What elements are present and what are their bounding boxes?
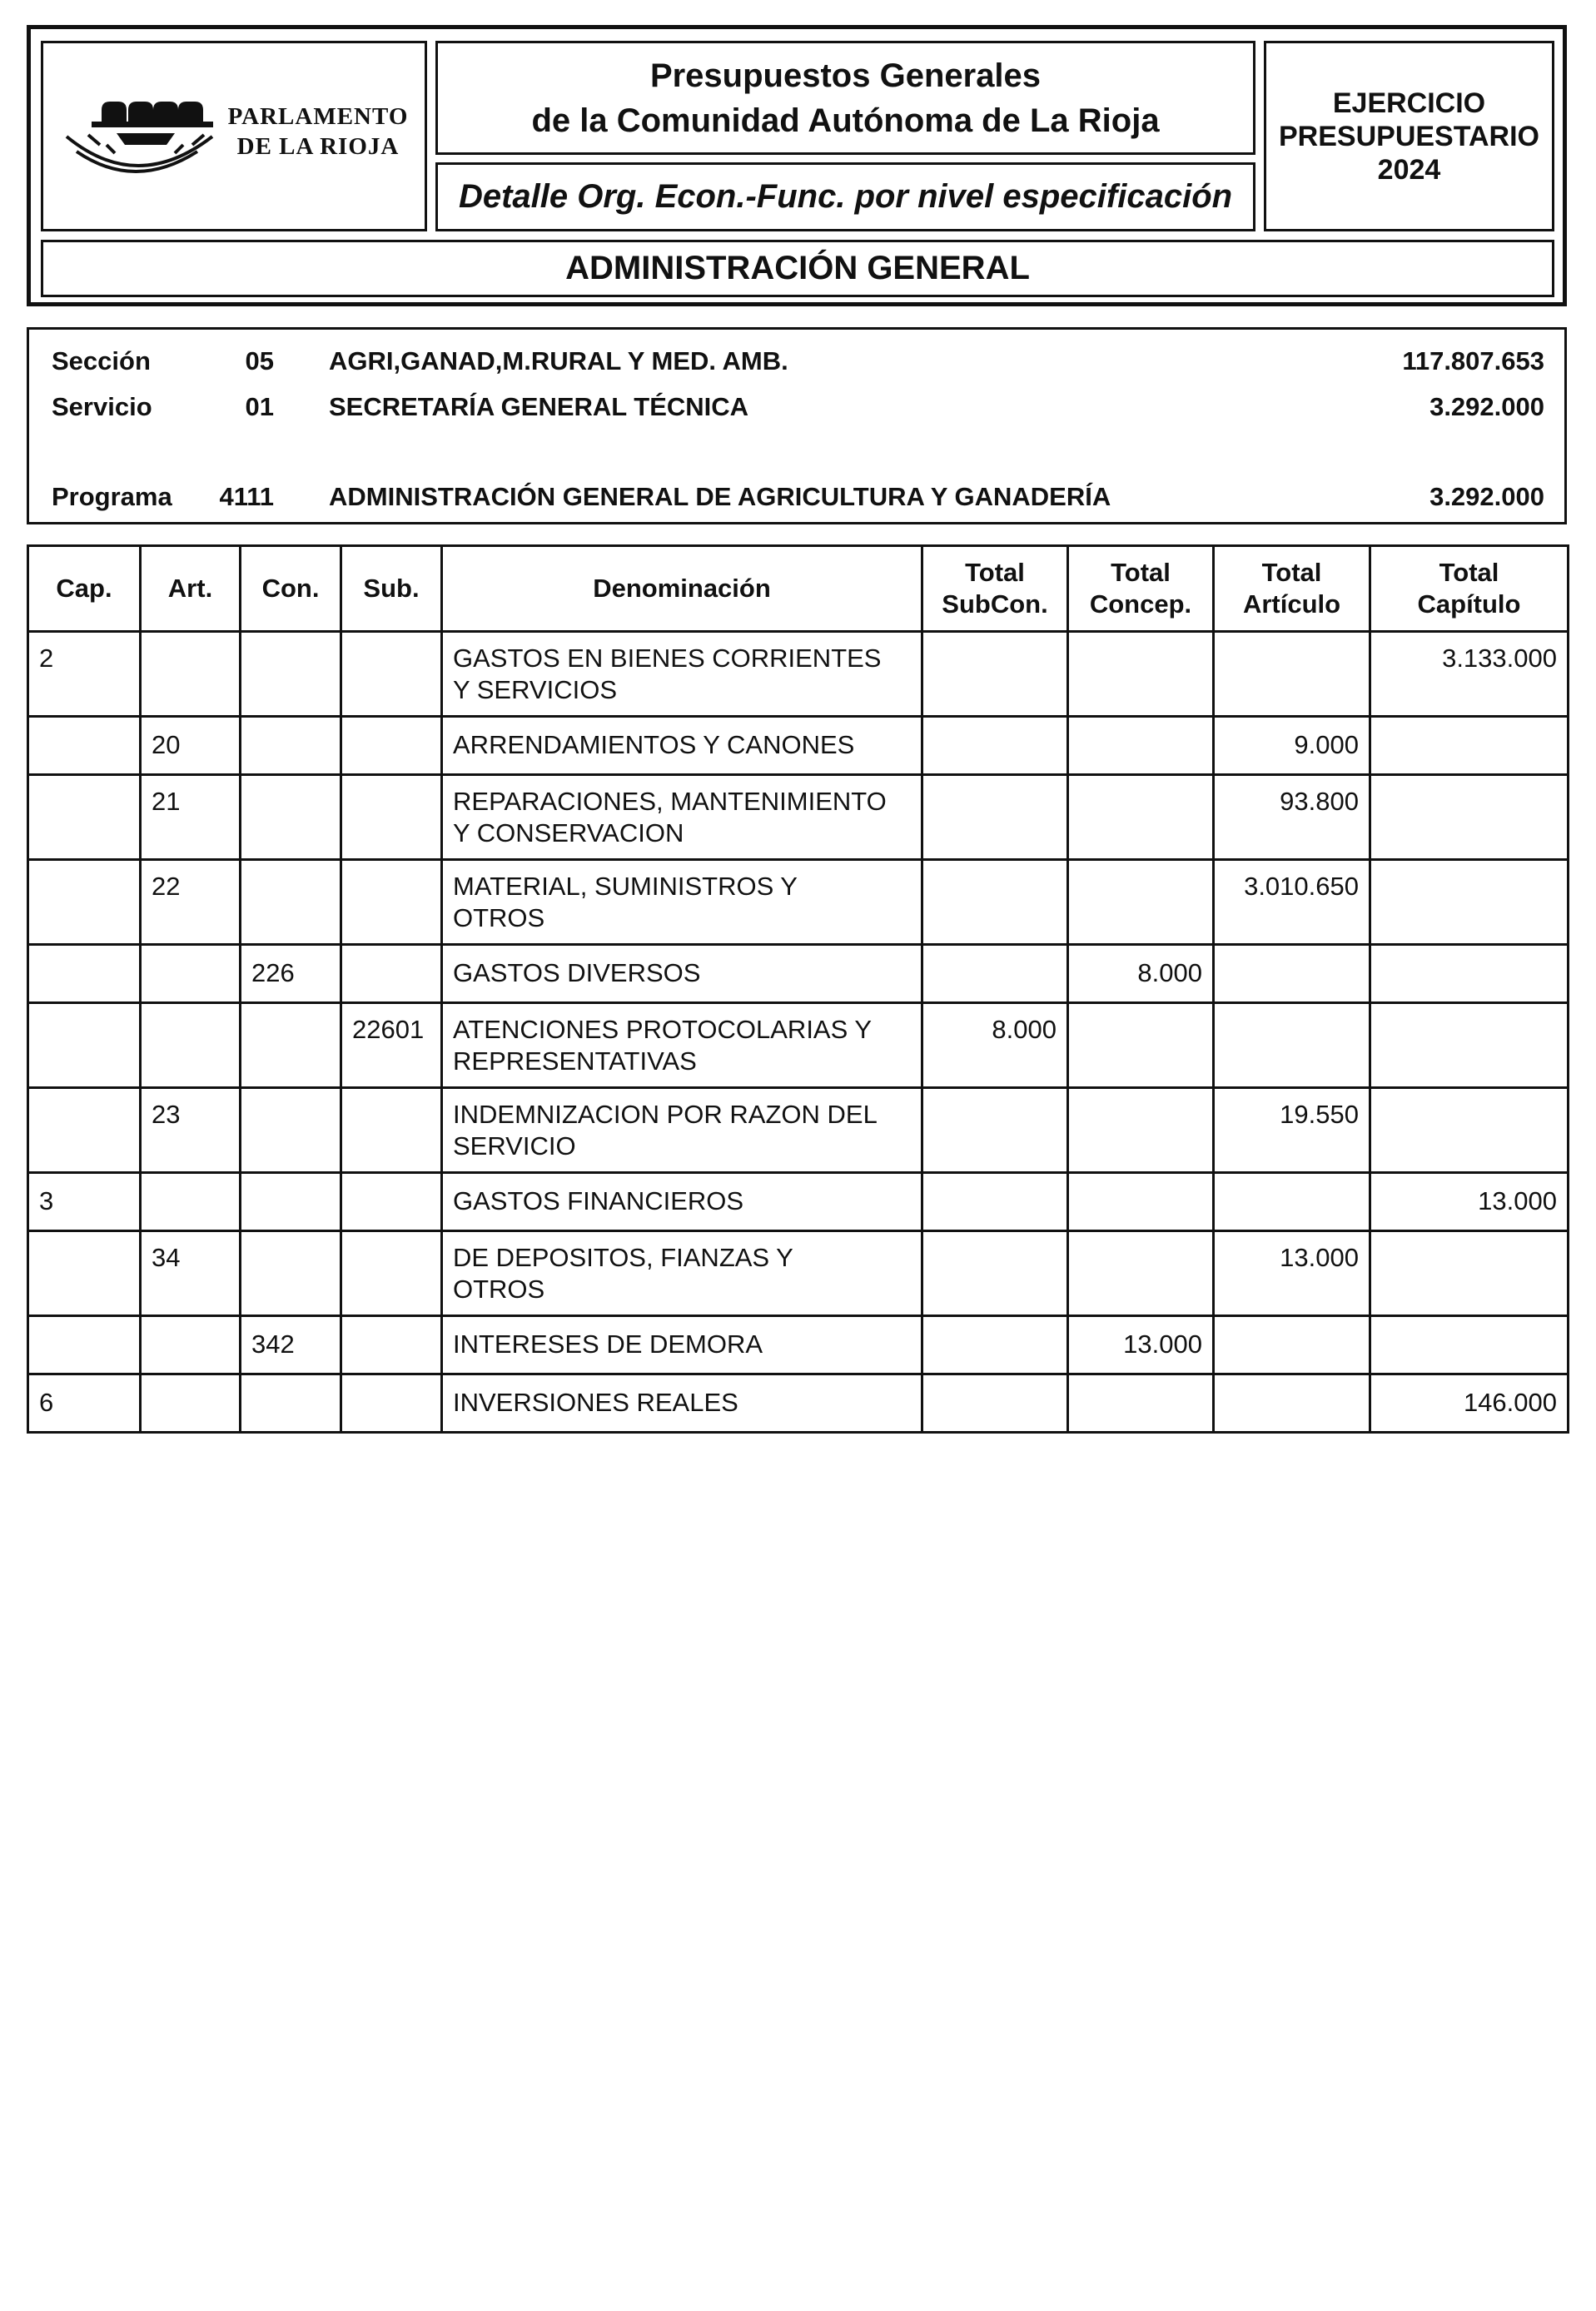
cell-total-concep	[1068, 1374, 1214, 1433]
header-con: Con.	[241, 546, 341, 632]
table-header-row	[28, 546, 1569, 632]
programa-code: 4111	[219, 482, 274, 511]
denominacion-line1: REPARACIONES, MANTENIMIENTO	[453, 787, 887, 816]
cell-total-subcon: 8.000	[922, 1003, 1068, 1088]
header-capitulo-line2: Capítulo	[1417, 589, 1521, 619]
cell-denominacion	[442, 717, 922, 775]
cell-total-concep	[1068, 717, 1214, 775]
cell-sub	[341, 1088, 442, 1173]
organization-info	[27, 327, 1567, 524]
cell-cap	[28, 717, 141, 775]
table-row	[28, 632, 1569, 717]
seccion-code: 05	[245, 346, 274, 375]
seccion-amount: 117.807.653	[1402, 346, 1544, 375]
table-row	[28, 717, 1569, 775]
denominacion-line1: DE DEPOSITOS, FIANZAS Y	[453, 1243, 793, 1272]
logo-box	[41, 41, 427, 231]
cell-sub	[341, 860, 442, 945]
cell-total-capitulo	[1370, 860, 1569, 945]
ejercicio-line2: PRESUPUESTARIO	[1279, 120, 1539, 152]
cell-sub: 22601	[341, 1003, 442, 1088]
title-line2: de la Comunidad Autónoma de La Rioja	[531, 102, 1160, 139]
programa-row	[29, 482, 1564, 515]
ejercicio-year: 2024	[1377, 153, 1441, 186]
cell-sub	[341, 1374, 442, 1433]
cell-total-articulo: 13.000	[1214, 1231, 1370, 1316]
document-title	[435, 41, 1255, 155]
cell-total-articulo	[1214, 1374, 1370, 1433]
cell-total-subcon	[922, 1088, 1068, 1173]
cell-total-capitulo: 13.000	[1370, 1173, 1569, 1231]
cell-total-concep: 8.000	[1068, 945, 1214, 1003]
cell-denominacion	[442, 860, 922, 945]
cell-denominacion	[442, 1003, 922, 1088]
cell-total-concep	[1068, 775, 1214, 860]
cell-art	[141, 1374, 241, 1433]
denominacion-line1: ATENCIONES PROTOCOLARIAS Y	[453, 1015, 873, 1044]
cell-art: 21	[141, 775, 241, 860]
cell-con	[241, 632, 341, 717]
budget-table	[27, 544, 1569, 1434]
cell-total-capitulo: 3.133.000	[1370, 632, 1569, 717]
cell-art	[141, 1003, 241, 1088]
cell-denominacion	[442, 1088, 922, 1173]
cell-total-capitulo	[1370, 1231, 1569, 1316]
logo-text-line2: DE LA RIOJA	[236, 133, 400, 160]
header-sub: Sub.	[341, 546, 442, 632]
cell-cap: 2	[28, 632, 141, 717]
cell-total-concep	[1068, 1003, 1214, 1088]
ejercicio-line1: EJERCICIO	[1332, 87, 1486, 119]
table-row	[28, 1088, 1569, 1173]
table-row	[28, 775, 1569, 860]
servicio-desc: SECRETARÍA GENERAL TÉCNICA	[329, 392, 749, 421]
header-articulo-line2: Artículo	[1242, 589, 1341, 619]
cell-total-subcon	[922, 775, 1068, 860]
cell-total-concep	[1068, 860, 1214, 945]
denominacion-line1: GASTOS FINANCIEROS	[453, 1186, 744, 1215]
cell-total-articulo: 3.010.650	[1214, 860, 1370, 945]
denominacion-line1: GASTOS EN BIENES CORRIENTES	[453, 644, 882, 673]
cell-total-capitulo	[1370, 945, 1569, 1003]
cell-total-capitulo	[1370, 1003, 1569, 1088]
cell-art: 20	[141, 717, 241, 775]
table-row	[28, 860, 1569, 945]
cell-total-capitulo	[1370, 1088, 1569, 1173]
document-header	[27, 25, 1567, 306]
denominacion-line2: Y SERVICIOS	[453, 675, 617, 704]
cell-cap	[28, 1003, 141, 1088]
cell-cap	[28, 1231, 141, 1316]
header-capitulo-line1: Total	[1439, 558, 1499, 587]
cell-total-articulo: 93.800	[1214, 775, 1370, 860]
cell-con	[241, 1173, 341, 1231]
denominacion-line1: INTERESES DE DEMORA	[453, 1329, 763, 1359]
header-concep-line1: Total	[1111, 558, 1171, 587]
cell-cap	[28, 1088, 141, 1173]
cell-total-subcon	[922, 860, 1068, 945]
title-line1: Presupuestos Generales	[649, 57, 1042, 94]
cell-sub	[341, 1173, 442, 1231]
cell-sub	[341, 717, 442, 775]
logo-wordmark	[210, 102, 426, 162]
cell-total-concep	[1068, 1088, 1214, 1173]
parliament-logo-icon	[58, 85, 216, 183]
section-banner-text: ADMINISTRACIÓN GENERAL	[565, 250, 1030, 286]
cell-con	[241, 1088, 341, 1173]
table-row	[28, 1374, 1569, 1433]
cell-total-concep	[1068, 1173, 1214, 1231]
cell-art: 22	[141, 860, 241, 945]
cell-denominacion	[442, 632, 922, 717]
cell-denominacion	[442, 1173, 922, 1231]
cell-total-subcon	[922, 632, 1068, 717]
cell-sub	[341, 945, 442, 1003]
denominacion-line1: GASTOS DIVERSOS	[453, 958, 701, 987]
header-denominacion: Denominación	[442, 546, 922, 632]
cell-art	[141, 1173, 241, 1231]
table-row	[28, 1003, 1569, 1088]
cell-sub	[341, 1231, 442, 1316]
fiscal-year-box	[1264, 41, 1554, 231]
cell-con: 342	[241, 1316, 341, 1374]
cell-total-articulo	[1214, 945, 1370, 1003]
cell-total-articulo	[1214, 1173, 1370, 1231]
seccion-row	[29, 346, 1564, 380]
seccion-desc: AGRI,GANAD,M.RURAL Y MED. AMB.	[329, 346, 788, 375]
cell-total-articulo	[1214, 632, 1370, 717]
cell-total-concep: 13.000	[1068, 1316, 1214, 1374]
cell-sub	[341, 775, 442, 860]
cell-total-subcon	[922, 1374, 1068, 1433]
table-row	[28, 1173, 1569, 1231]
denominacion-line2: REPRESENTATIVAS	[453, 1046, 697, 1076]
table-row	[28, 1316, 1569, 1374]
header-total-subcon	[922, 546, 1068, 632]
header-subcon-line2: SubCon.	[942, 589, 1048, 619]
cell-cap	[28, 945, 141, 1003]
cell-con	[241, 1374, 341, 1433]
denominacion-line2: OTROS	[453, 1275, 545, 1304]
header-total-concep	[1068, 546, 1214, 632]
denominacion-line1: INDEMNIZACION POR RAZON DEL	[453, 1100, 878, 1129]
cell-denominacion	[442, 1374, 922, 1433]
denominacion-line2: OTROS	[453, 903, 545, 932]
seccion-label: Sección	[52, 346, 151, 375]
programa-amount: 3.292.000	[1429, 482, 1544, 511]
cell-total-concep	[1068, 632, 1214, 717]
cell-art	[141, 945, 241, 1003]
cell-total-capitulo	[1370, 717, 1569, 775]
cell-total-subcon	[922, 1231, 1068, 1316]
cell-con	[241, 860, 341, 945]
cell-total-articulo	[1214, 1316, 1370, 1374]
cell-con: 226	[241, 945, 341, 1003]
cell-total-capitulo	[1370, 775, 1569, 860]
document-subtitle	[435, 162, 1255, 231]
cell-art	[141, 632, 241, 717]
cell-cap	[28, 775, 141, 860]
cell-sub	[341, 1316, 442, 1374]
cell-cap	[28, 1316, 141, 1374]
header-total-capitulo	[1370, 546, 1569, 632]
denominacion-line2: SERVICIO	[453, 1131, 576, 1160]
denominacion-line1: ARRENDAMIENTOS Y CANONES	[453, 730, 855, 759]
servicio-amount: 3.292.000	[1429, 392, 1544, 421]
cell-total-capitulo	[1370, 1316, 1569, 1374]
denominacion-line1: MATERIAL, SUMINISTROS Y	[453, 872, 798, 901]
servicio-row	[29, 392, 1564, 425]
cell-total-capitulo: 146.000	[1370, 1374, 1569, 1433]
cell-art: 34	[141, 1231, 241, 1316]
subtitle-text: Detalle Org. Econ.-Func. por nivel especificación	[458, 178, 1233, 215]
cell-art: 23	[141, 1088, 241, 1173]
cell-total-articulo	[1214, 1003, 1370, 1088]
cell-total-concep	[1068, 1231, 1214, 1316]
header-art: Art.	[141, 546, 241, 632]
denominacion-line1: INVERSIONES REALES	[453, 1388, 738, 1417]
programa-label: Programa	[52, 482, 172, 511]
denominacion-line2: Y CONSERVACION	[453, 818, 684, 847]
cell-con	[241, 1231, 341, 1316]
cell-art	[141, 1316, 241, 1374]
header-articulo-line1: Total	[1261, 558, 1322, 587]
logo-text-line1: PARLAMENTO	[227, 103, 409, 130]
cell-con	[241, 717, 341, 775]
cell-denominacion	[442, 1316, 922, 1374]
cell-total-subcon	[922, 945, 1068, 1003]
header-concep-line2: Concep.	[1089, 589, 1192, 619]
cell-denominacion	[442, 1231, 922, 1316]
cell-cap: 6	[28, 1374, 141, 1433]
header-cap: Cap.	[28, 546, 141, 632]
table-row	[28, 1231, 1569, 1316]
cell-denominacion	[442, 775, 922, 860]
cell-total-subcon	[922, 1173, 1068, 1231]
cell-sub	[341, 632, 442, 717]
header-total-articulo	[1214, 546, 1370, 632]
cell-con	[241, 1003, 341, 1088]
cell-denominacion	[442, 945, 922, 1003]
section-banner	[41, 240, 1554, 297]
servicio-label: Servicio	[52, 392, 152, 421]
cell-total-subcon	[922, 717, 1068, 775]
cell-con	[241, 775, 341, 860]
servicio-code: 01	[245, 392, 274, 421]
cell-total-subcon	[922, 1316, 1068, 1374]
cell-cap: 3	[28, 1173, 141, 1231]
cell-cap	[28, 860, 141, 945]
cell-total-articulo: 19.550	[1214, 1088, 1370, 1173]
programa-desc: ADMINISTRACIÓN GENERAL DE AGRICULTURA Y GANADERÍA	[329, 482, 1111, 511]
header-subcon-line1: Total	[965, 558, 1025, 587]
cell-total-articulo: 9.000	[1214, 717, 1370, 775]
table-row	[28, 945, 1569, 1003]
